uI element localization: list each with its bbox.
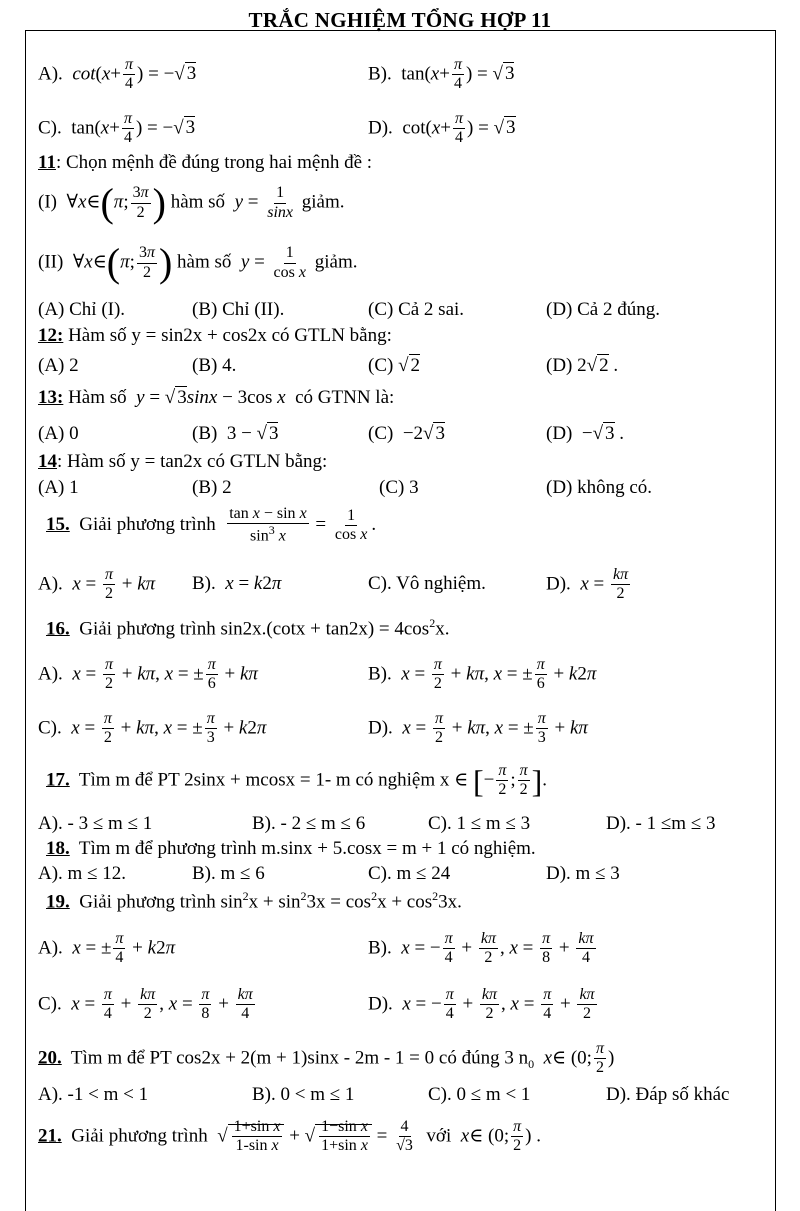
q15-stem: 15. Giải phương trình $\frac{\text{tan x − sin x}}{\sin^3 x}$ = $\frac{1}{\text{cos x}}$ . xyxy=(46,505,377,545)
q17-option-c: C). 1 ≤ m ≤ 3 xyxy=(428,813,531,834)
q13-stem: 13: Hàm số y = √ 3sinx − 3cos x có GTNN là: xyxy=(38,387,395,408)
q11-option-b: (B) Chỉ (II). xyxy=(192,299,285,320)
q17-option-d: D). - 1 ≤m ≤ 3 xyxy=(606,813,716,834)
page-title: TRẮC NGHIỆM TỔNG HỢP 11 xyxy=(248,8,552,32)
q15-option-d: D). x = $\frac{k\pi}{2}$ xyxy=(546,566,629,603)
q20-option-b: B). 0 < m ≤ 1 xyxy=(252,1084,355,1105)
q10-option-a: A). cot(x+ $\frac{\pi}{4}$ ) = −√ 3 xyxy=(38,56,197,93)
q13-option-a: (A) 0 xyxy=(38,423,79,444)
q11-stem: 11: Chọn mệnh đề đúng trong hai mệnh đề : xyxy=(38,152,373,173)
q20-option-d: D). Đáp số khác xyxy=(606,1084,730,1105)
q14-option-c: (C) 3 xyxy=(379,477,419,498)
q18-option-d: D). m ≤ 3 xyxy=(546,863,620,884)
q11-option-c: (C) Cả 2 sai. xyxy=(368,299,465,320)
q12-option-a: (A) 2 xyxy=(38,355,79,376)
q14-option-d: (D) không có. xyxy=(546,477,653,498)
q20-stem: 20. Tìm m để PT cos2x + 2(m + 1)sinx - 2m - 1 = 0 có đúng 3 $n_0$ x∈ (0; $\frac{\pi}{2}$ ) xyxy=(38,1040,615,1077)
q15-option-c: C). Vô nghiệm. xyxy=(368,573,486,594)
q19-stem: 19. Giải phương trình $\sin^2x + \sin^23x = \cos^2x + \cos^23x$. xyxy=(46,889,462,913)
q12-option-c: (C) √ 2 xyxy=(368,355,421,376)
q19-option-c: C). x = $\frac{\pi}{4}$ + $\frac{k\pi}{2}$ , x = $\frac{\pi}{8}$ + $\frac{k\pi}{4}$ xyxy=(38,986,253,1023)
q20-option-c: C). 0 ≤ m < 1 xyxy=(428,1084,531,1105)
q16-option-a: A). x = $\frac{\pi}{2}$ + kπ, x = ± $\frac{\pi}{6}$ + kπ xyxy=(38,656,258,693)
q10-option-b: B). tan(x+ $\frac{\pi}{4}$ ) = √ 3 xyxy=(368,56,515,93)
q19-option-b: B). x = − $\frac{\pi}{4}$ + $\frac{k\pi}{2}$ , x = $\frac{\pi}{8}$ + $\frac{k\pi}{4}$ xyxy=(368,930,594,967)
q12-stem: 12: Hàm số y = sin2x + cos2x có GTLN bằng: xyxy=(38,325,392,346)
q13-option-b: (B) 3 − √ 3 xyxy=(192,423,279,444)
q14-option-a: (A) 1 xyxy=(38,477,79,498)
q18-option-b: B). m ≤ 6 xyxy=(192,863,265,884)
q11-statement-i: (I) ∀x∈(π; $\frac{3\pi}{2}$ ) hàm số y = $\frac{1}{\sin x}$ giảm. xyxy=(38,180,345,225)
q17-stem: 17. Tìm m để PT 2sinx + mcosx = 1- m có nghiệm x ∈ [− $\frac{\pi}{2}$ ; $\frac{\pi}{2}$ ]. xyxy=(46,762,548,799)
q14-stem: 14: Hàm số y = tan2x có GTLN bằng: xyxy=(38,451,328,472)
q15-option-b: B). x = k2π xyxy=(192,573,282,594)
q13-option-d: (D) −√ 3 . xyxy=(546,423,625,444)
q17-option-a: A). - 3 ≤ m ≤ 1 xyxy=(38,813,153,834)
q18-option-a: A). m ≤ 12. xyxy=(38,863,127,884)
q11-option-a: (A) Chỉ (I). xyxy=(38,299,126,320)
q10-option-c: C). tan(x+ $\frac{\pi}{4}$ ) = −√ 3 xyxy=(38,110,196,147)
q10-option-d: D). cot(x+ $\frac{\pi}{4}$ ) = √ 3 xyxy=(368,110,516,147)
q11-statement-ii: (II) ∀x∈(π; $\frac{3\pi}{2}$ ) hàm số y = $\frac{1}{\text{cos x}}$ giảm. xyxy=(38,240,358,285)
q13-option-c: (C) −2√ 3 xyxy=(368,423,445,444)
q12-option-d: (D) 2√ 2 . xyxy=(546,355,619,376)
q18-option-c: C). m ≤ 24 xyxy=(368,863,451,884)
q15-option-a: A). x = $\frac{\pi}{2}$ + kπ xyxy=(38,566,156,603)
q11-option-d: (D) Cả 2 đúng. xyxy=(546,299,660,320)
q20-option-a: A). -1 < m < 1 xyxy=(38,1084,149,1105)
q16-option-c: C). x = $\frac{\pi}{2}$ + kπ, x = ± $\frac{\pi}{3}$ + k2π xyxy=(38,710,267,747)
q19-option-d: D). x = − $\frac{\pi}{4}$ + $\frac{k\pi}{2}$ , x = $\frac{\pi}{4}$ + $\frac{k\pi}{2}$ xyxy=(368,986,595,1023)
q14-option-b: (B) 2 xyxy=(192,477,232,498)
q19-option-a: A). x = ± $\frac{\pi}{4}$ + k2π xyxy=(38,930,176,967)
q16-option-b: B). x = $\frac{\pi}{2}$ + kπ, x = ± $\frac{\pi}{6}$ + k2π xyxy=(368,656,597,693)
q16-stem: 16. Giải phương trình $\sin 2x.(\cot x + \tan 2x) = 4\cos^2x$. xyxy=(46,616,450,640)
q17-option-b: B). - 2 ≤ m ≤ 6 xyxy=(252,813,366,834)
q21-stem: 21. Giải phương trình √ $\frac{\text{1+sin x}}{\text{1-sin x}}$ + √ $\frac{\text{1−sin x}}{\text{1+sin x}}$ = $\frac{4}{√3}$ với x∈ (0; $\frac{\pi}{2}$ ) . xyxy=(38,1118,541,1155)
q16-option-d: D). x = $\frac{\pi}{2}$ + kπ, x = ± $\frac{\pi}{3}$ + kπ xyxy=(368,710,588,747)
q12-option-b: (B) 4. xyxy=(192,355,237,376)
q18-stem: 18. Tìm m để phương trình m.sinx + 5.cosx = m + 1 có nghiệm. xyxy=(46,838,536,859)
